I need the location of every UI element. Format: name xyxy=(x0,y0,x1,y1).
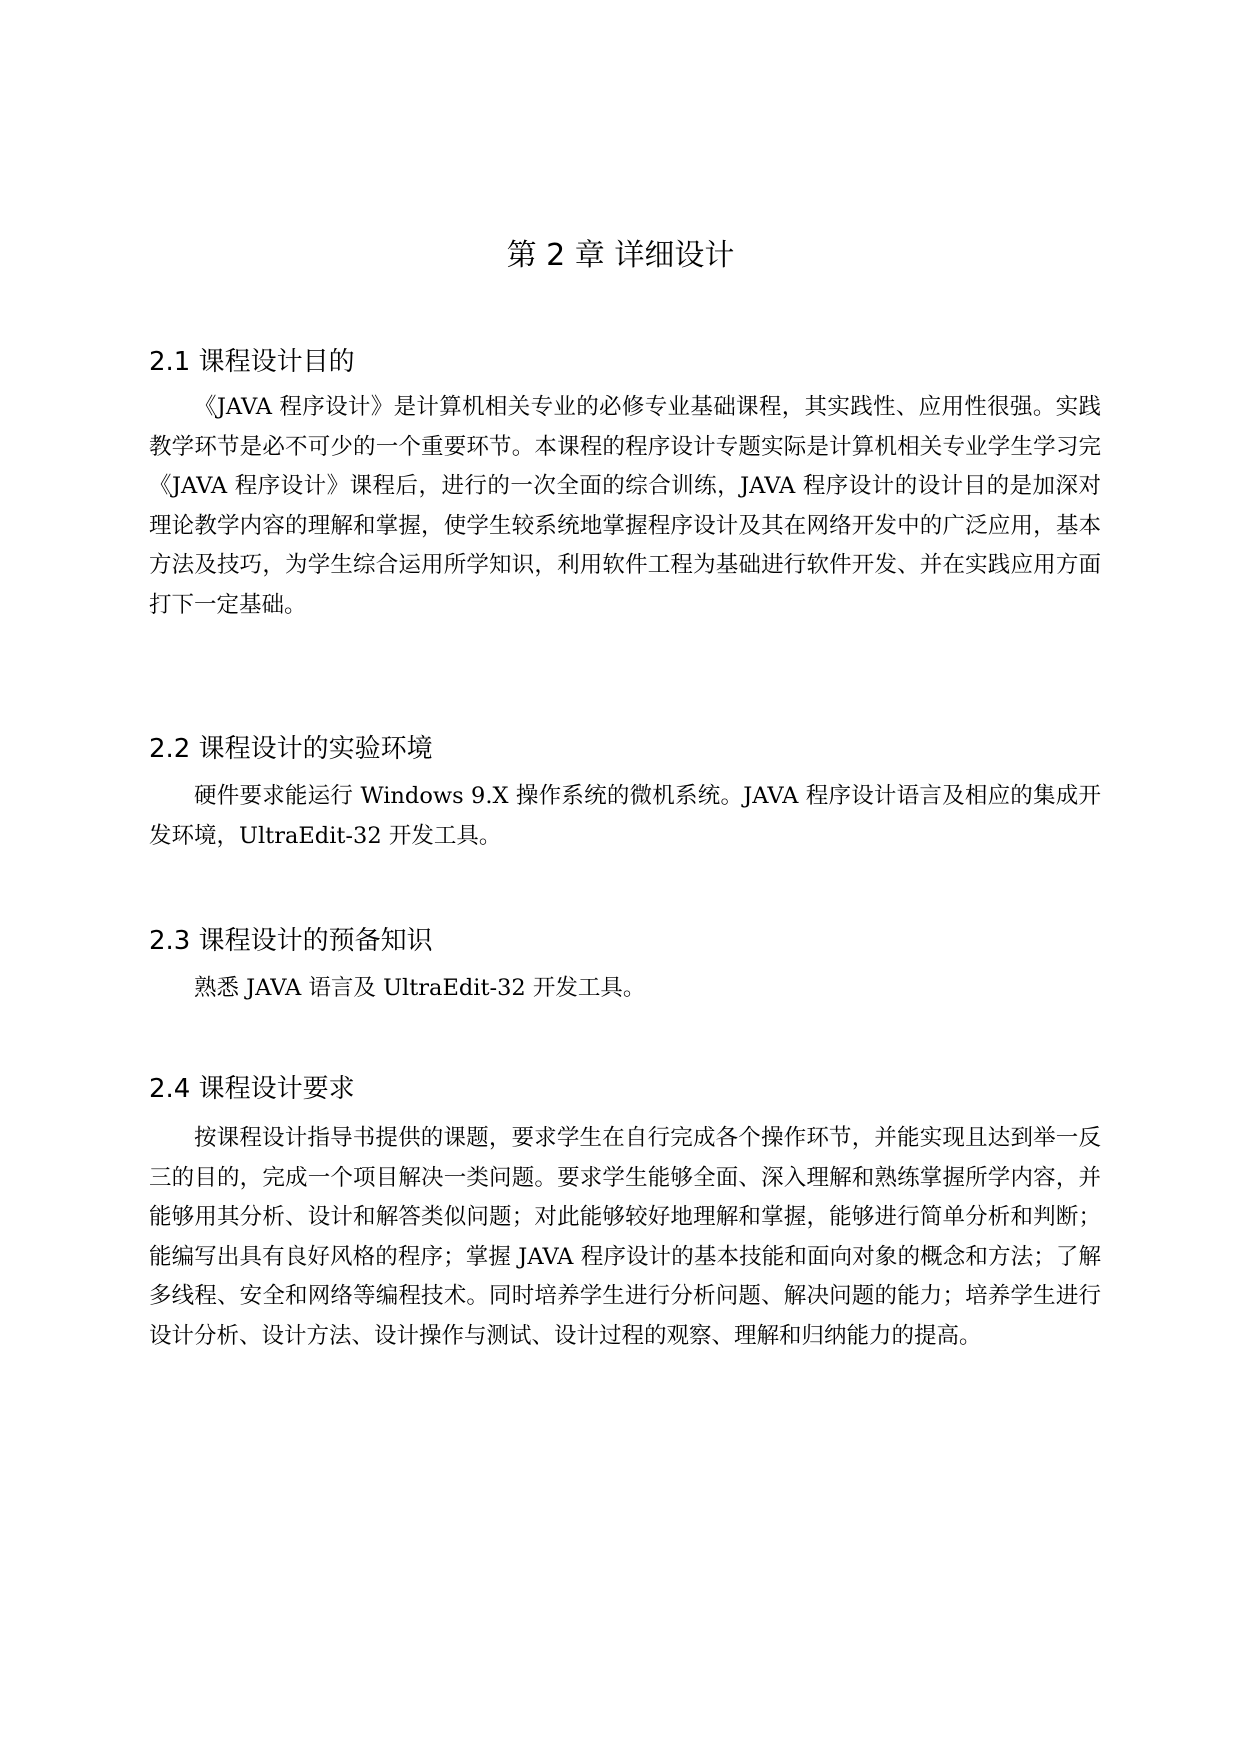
section-course-design-purpose xyxy=(149,338,1101,625)
section-heading: 2.4 课程设计要求 xyxy=(149,1074,355,1104)
section-heading: 2.1 课程设计目的 xyxy=(149,347,355,377)
section-paragraph: 硬件要求能运行 Windows 9.X 操作系统的微机系统。JAVA 程序设计语言及相应的集成开发环境，UltraEdit-32 开发工具。 xyxy=(149,783,1101,849)
section-prerequisite-knowledge xyxy=(149,917,1101,1009)
section-heading: 2.3 课程设计的预备知识 xyxy=(149,926,433,956)
section-paragraph: 《JAVA 程序设计》是计算机相关专业的必修专业基础课程，其实践性、应用性很强。实践教学环节是必不可少的一个重要环节。本课程的程序设计专题实际是计算机相关专业学生学习完《JAVA 程序设计》课程后，进行的一次全面的综合训练，JAVA 程序设计的设计目的是加深对理论教学内容的理解和掌握，使学生较系统地掌握程序设计及其在网络开发中的广泛应用，基本方法及技巧，为学生综合运用所学知识，利用软件工程为基础进行软件开发、并在实践应用方面打下一定基础。 xyxy=(149,394,1101,618)
section-heading: 2.2 课程设计的实验环境 xyxy=(149,734,433,764)
section-experiment-environment xyxy=(149,725,1101,856)
section-paragraph: 按课程设计指导书提供的课题，要求学生在自行完成各个操作环节，并能实现且达到举一反三的目的，完成一个项目解决一类问题。要求学生能够全面、深入理解和熟练掌握所学内容，并能够用其分析、设计和解答类似问题；对此能够较好地理解和掌握，能够进行简单分析和判断；能编写出具有良好风格的程序；掌握 JAVA 程序设计的基本技能和面向对象的概念和方法；了解多线程、安全和网络等编程技术。同时培养学生进行分析问题、解决问题的能力；培养学生进行设计分析、设计方法、设计操作与测试、设计过程的观察、理解和归纳能力的提高。 xyxy=(149,1125,1101,1349)
section-paragraph: 熟悉 JAVA 语言及 UltraEdit-32 开发工具。 xyxy=(194,975,646,1001)
chapter-title: 第 2 章 详细设计 xyxy=(506,238,735,273)
section-design-requirements xyxy=(149,1065,1101,1356)
